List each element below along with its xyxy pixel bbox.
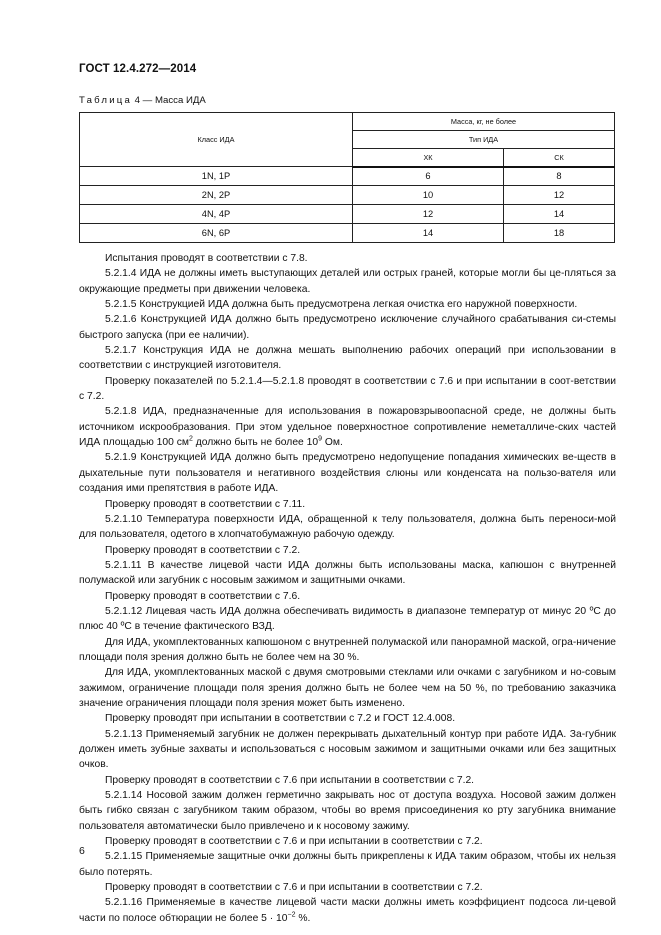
column-header-xk: ХК (353, 149, 504, 167)
page-number: 6 (79, 845, 85, 857)
document-header: ГОСТ 12.4.272—2014 (79, 63, 197, 75)
cell-class: 4N, 4P (80, 205, 353, 224)
cell-sk: 12 (504, 186, 615, 205)
cell-sk: 18 (504, 224, 615, 243)
superscript: −2 (287, 911, 296, 919)
cell-xk: 14 (353, 224, 504, 243)
table-caption-title: 4 — Масса ИДА (132, 95, 206, 106)
paragraph: 5.2.1.7 Конструкция ИДА не должна мешать выполнению рабочих операций при использовании в соответствии с инструкцией изготовителя. (79, 345, 616, 372)
paragraph: 5.2.1.12 Лицевая часть ИДА должна обеспечивать видимость в диапазоне температур от минус 20 ºС до плюс 40 ºС в течение фактического ВЗД. (79, 605, 616, 633)
paragraph: Проверку проводят при испытании в соответствии с 7.2 и ГОСТ 12.4.008. (105, 713, 456, 725)
table-caption-prefix: Таблица (79, 95, 133, 106)
paragraph: 5.2.1.11 В качестве лицевой части ИДА должны быть использованы маска, капюшон с внутренней полумаской или загубник с носовым зажимом и защитными очками. (79, 559, 616, 587)
mass-header: Масса, кг, не более (353, 113, 615, 131)
paragraph: Для ИДА, укомплектованных капюшоном с внутренней полумаской или панорамной маской, огра-ничение площади поля зрения должно быть не более чем на 30 %. (79, 636, 616, 663)
paragraph: Проверку показателей по 5.2.1.4—5.2.1.8 проводят в соответствии с 7.6 и при испытании в соот-ветствии с 7.2. (79, 375, 616, 403)
cell-class: 6N, 6P (80, 224, 353, 243)
paragraph-text: %. (295, 912, 311, 924)
paragraph: Для ИДА, укомплектованных маской с двумя смотровыми стеклами или очками с загубником и но-совым зажимом, ограничение площади поля зрения должно быть не более чем на 50 %, по требованию заказчика значение ограничения площади поля зрения может быть изменено. (79, 667, 616, 709)
cell-xk: 6 (353, 167, 504, 186)
superscript: 2 (188, 435, 193, 443)
mass-table (79, 112, 615, 243)
paragraph: Проверку проводят в соответствии с 7.6. (105, 590, 301, 602)
table-caption (79, 95, 206, 106)
paragraph: Проверку проводят в соответствии с 7.11. (105, 498, 306, 510)
paragraph: 5.2.1.6 Конструкцией ИДА должно быть предусмотрено исключение случайного срабатывания си-стемы быстрого запуска (при ее наличии). (79, 314, 616, 341)
paragraph (79, 895, 616, 926)
paragraph-text: должно быть не более 10 (192, 437, 319, 449)
paragraph: Проверку проводят в соответствии с 7.6 и при испытании в соответствии с 7.2. (105, 836, 483, 848)
paragraph: 5.2.1.5 Конструкцией ИДА должна быть предусмотрена легкая очистка его наружной поверхности. (105, 299, 578, 311)
paragraph: 5.2.1.15 Применяемые защитные очки должны быть прикреплены к ИДА таким образом, чтобы их нельзя было потерять. (79, 851, 616, 878)
cell-xk: 10 (353, 186, 504, 205)
cell-xk: 12 (353, 205, 504, 224)
cell-sk: 8 (504, 167, 615, 186)
paragraph-text: 5.2.1.16 Применяемые в качестве лицевой части маски должны иметь коэффициент подсоса ли-цевой части по полосе обтюрации не более 5 · 10 (79, 897, 616, 924)
table-row (80, 224, 615, 243)
paragraph: 5.2.1.4 ИДА не должны иметь выступающих деталей или острых граней, которые могли бы це-пляться за окружающие предметы при движении человека. (79, 268, 616, 295)
class-header: Класс ИДА (80, 113, 353, 167)
type-header: Тип ИДА (353, 131, 615, 149)
column-header-sk: СК (504, 149, 615, 167)
cell-sk: 14 (504, 205, 615, 224)
paragraph: Проверку проводят в соответствии с 7.6 при испытании в соответствии с 7.2. (105, 774, 475, 786)
paragraph: 5.2.1.10 Температура поверхности ИДА, обращенной к телу пользователя, должна быть переноси-мой для пользователя, одетого в хлопчатобумажную рабочую одежду. (79, 513, 616, 541)
paragraph: 5.2.1.14 Носовой зажим должен герметично закрывать нос от доступа воздуха. Носовой зажим должен быть гибко связан с загубником таким образом, чтобы во время присоединения ко рту загубника внимание пользователя автоматически было привлечено и к носовому зажиму. (79, 790, 616, 832)
table-row (80, 205, 615, 224)
table-row (80, 186, 615, 205)
paragraph: Проверку проводят в соответствии с 7.6 и при испытании в соответствии с 7.2. (105, 882, 483, 894)
superscript: 9 (318, 435, 322, 443)
paragraph: 5.2.1.13 Применяемый загубник не должен перекрывать дыхательный контур при работе ИДА. За-губник должен иметь зубные захваты и использоваться с носовым зажимом и защитными очками или без защитных очков. (79, 728, 616, 771)
paragraph-text: Ом. (322, 437, 343, 449)
cell-class: 2N, 2P (80, 186, 353, 205)
paragraph (79, 404, 616, 450)
cell-class: 1N, 1P (80, 167, 353, 186)
paragraph-text: 5.2.1.8 ИДА, предназначенные для использования в пожаровзрывоопасной среде, не должны быть источником искрообразования. При этом удельное поверхностное сопротивление неметалличе-ских частей ИДА площадью 100 см (79, 406, 616, 449)
table-row (80, 167, 615, 186)
paragraph: Испытания проводят в соответствии с 7.8. (105, 253, 308, 264)
paragraph: Проверку проводят в соответствии с 7.2. (105, 544, 301, 556)
paragraph: 5.2.1.9 Конструкцией ИДА должно быть предусмотрено недопущение попадания химических ве-ществ в дыхательные пути пользователя и негативного воздействия слюны или конденсата на пользо-вателя или создания ими препятствия в работе ИДА. (79, 452, 616, 495)
body-text (79, 251, 616, 926)
